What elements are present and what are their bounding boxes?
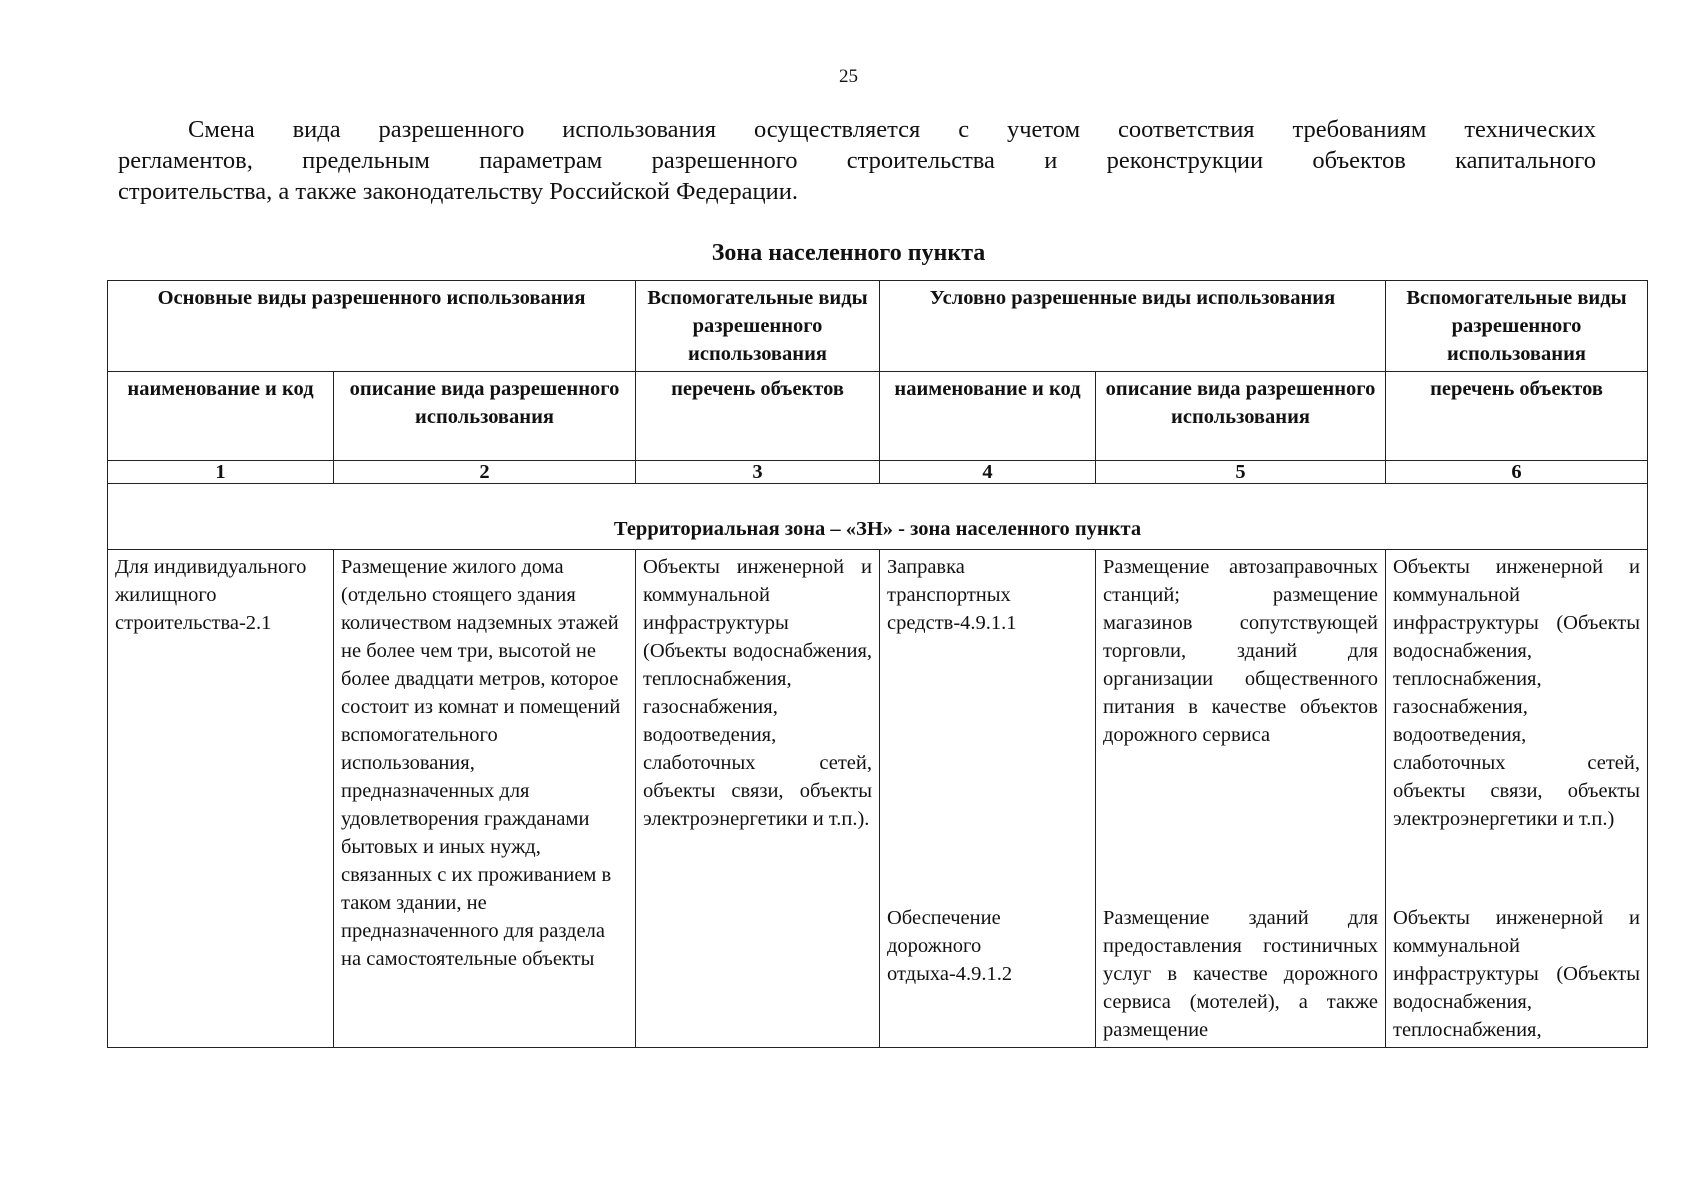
subheader-name-code-1: наименование и код	[108, 372, 334, 461]
column-number: 1	[108, 461, 334, 484]
conditional-use-1-description: Размещение автозаправочных станций; размещение магазинов сопутствующей торговли, зданий для организации общественного питания в качестве объектов дорожного сервиса	[1096, 550, 1386, 902]
table-row	[108, 550, 1648, 902]
zone-title: Зона населенного пункта	[711, 240, 986, 266]
header-aux-uses-1: Вспомогательные виды разрешенного использования	[636, 281, 880, 372]
conditional-use-2-description: Размещение зданий для предоставления гостиничных услуг в качестве дорожного сервиса (мотелей), а также размещение	[1096, 901, 1386, 1048]
intro-paragraph	[118, 114, 1596, 207]
main-use-name: Для индивидуального жилищного строительства-2.1	[108, 550, 334, 1048]
territorial-zone-title: Территориальная зона – «ЗН» - зона населенного пункта	[108, 484, 1648, 550]
subheader-objects-2: перечень объектов	[1386, 372, 1648, 461]
column-number: 6	[1386, 461, 1648, 484]
intro-line-3: строительства, а также законодательству Российской Федерации.	[118, 178, 798, 205]
header-main-uses: Основные виды разрешенного использования	[108, 281, 636, 372]
regulations-table	[107, 280, 1648, 1048]
subheader-description-1: описание вида разрешенного использования	[334, 372, 636, 461]
conditional-use-2-objects: Объекты инженерной и коммунальной инфраструктуры (Объекты водоснабжения, теплоснабжения,	[1386, 901, 1648, 1048]
page-number: 25	[839, 66, 858, 87]
column-number-row	[108, 461, 1648, 484]
aux-objects: Объекты инженерной и коммунальной инфраструктуры (Объекты водоснабжения, теплоснабжения, газоснабжения, водоотведения, слаботочных сетей, объекты связи, объекты электроэнергетики и т.п.).	[636, 550, 880, 1048]
conditional-use-2-name: Обеспечение дорожного отдыха-4.9.1.2	[880, 901, 1096, 1048]
header-conditional-uses: Условно разрешенные виды использования	[880, 281, 1386, 372]
column-number: 2	[334, 461, 636, 484]
intro-line-2: регламентов, предельным параметрам разрешенного строительства и реконструкции объектов капитального	[118, 147, 1596, 174]
subheader-objects-1: перечень объектов	[636, 372, 880, 461]
column-number: 3	[636, 461, 880, 484]
intro-line-1: Смена вида разрешенного использования осуществляется с учетом соответствия требованиям технических	[188, 116, 1596, 143]
conditional-use-1-objects: Объекты инженерной и коммунальной инфраструктуры (Объекты водоснабжения, теплоснабжения, газоснабжения, водоотведения, слаботочных сетей, объекты связи, объекты электроэнергетики и т.п.)	[1386, 550, 1648, 902]
subheader-name-code-2: наименование и код	[880, 372, 1096, 461]
column-number: 5	[1096, 461, 1386, 484]
main-use-description: Размещение жилого дома (отдельно стоящего здания количеством надземных этажей не более чем три, высотой не более двадцати метров, которое состоит из комнат и помещений вспомогательного использования, предназначенных для удовлетворения гражданами бытовых и иных нужд, связанных с их проживанием в таком здании, не предназначенного для раздела на самостоятельные объекты	[334, 550, 636, 1048]
column-number: 4	[880, 461, 1096, 484]
header-aux-uses-2: Вспомогательные виды разрешенного использования	[1386, 281, 1648, 372]
group-header-row	[108, 281, 1648, 372]
subheader-description-2: описание вида разрешенного использования	[1096, 372, 1386, 461]
conditional-use-1-name: Заправка транспортных средств-4.9.1.1	[880, 550, 1096, 902]
territorial-zone-row	[108, 484, 1648, 550]
sub-header-row	[108, 372, 1648, 461]
